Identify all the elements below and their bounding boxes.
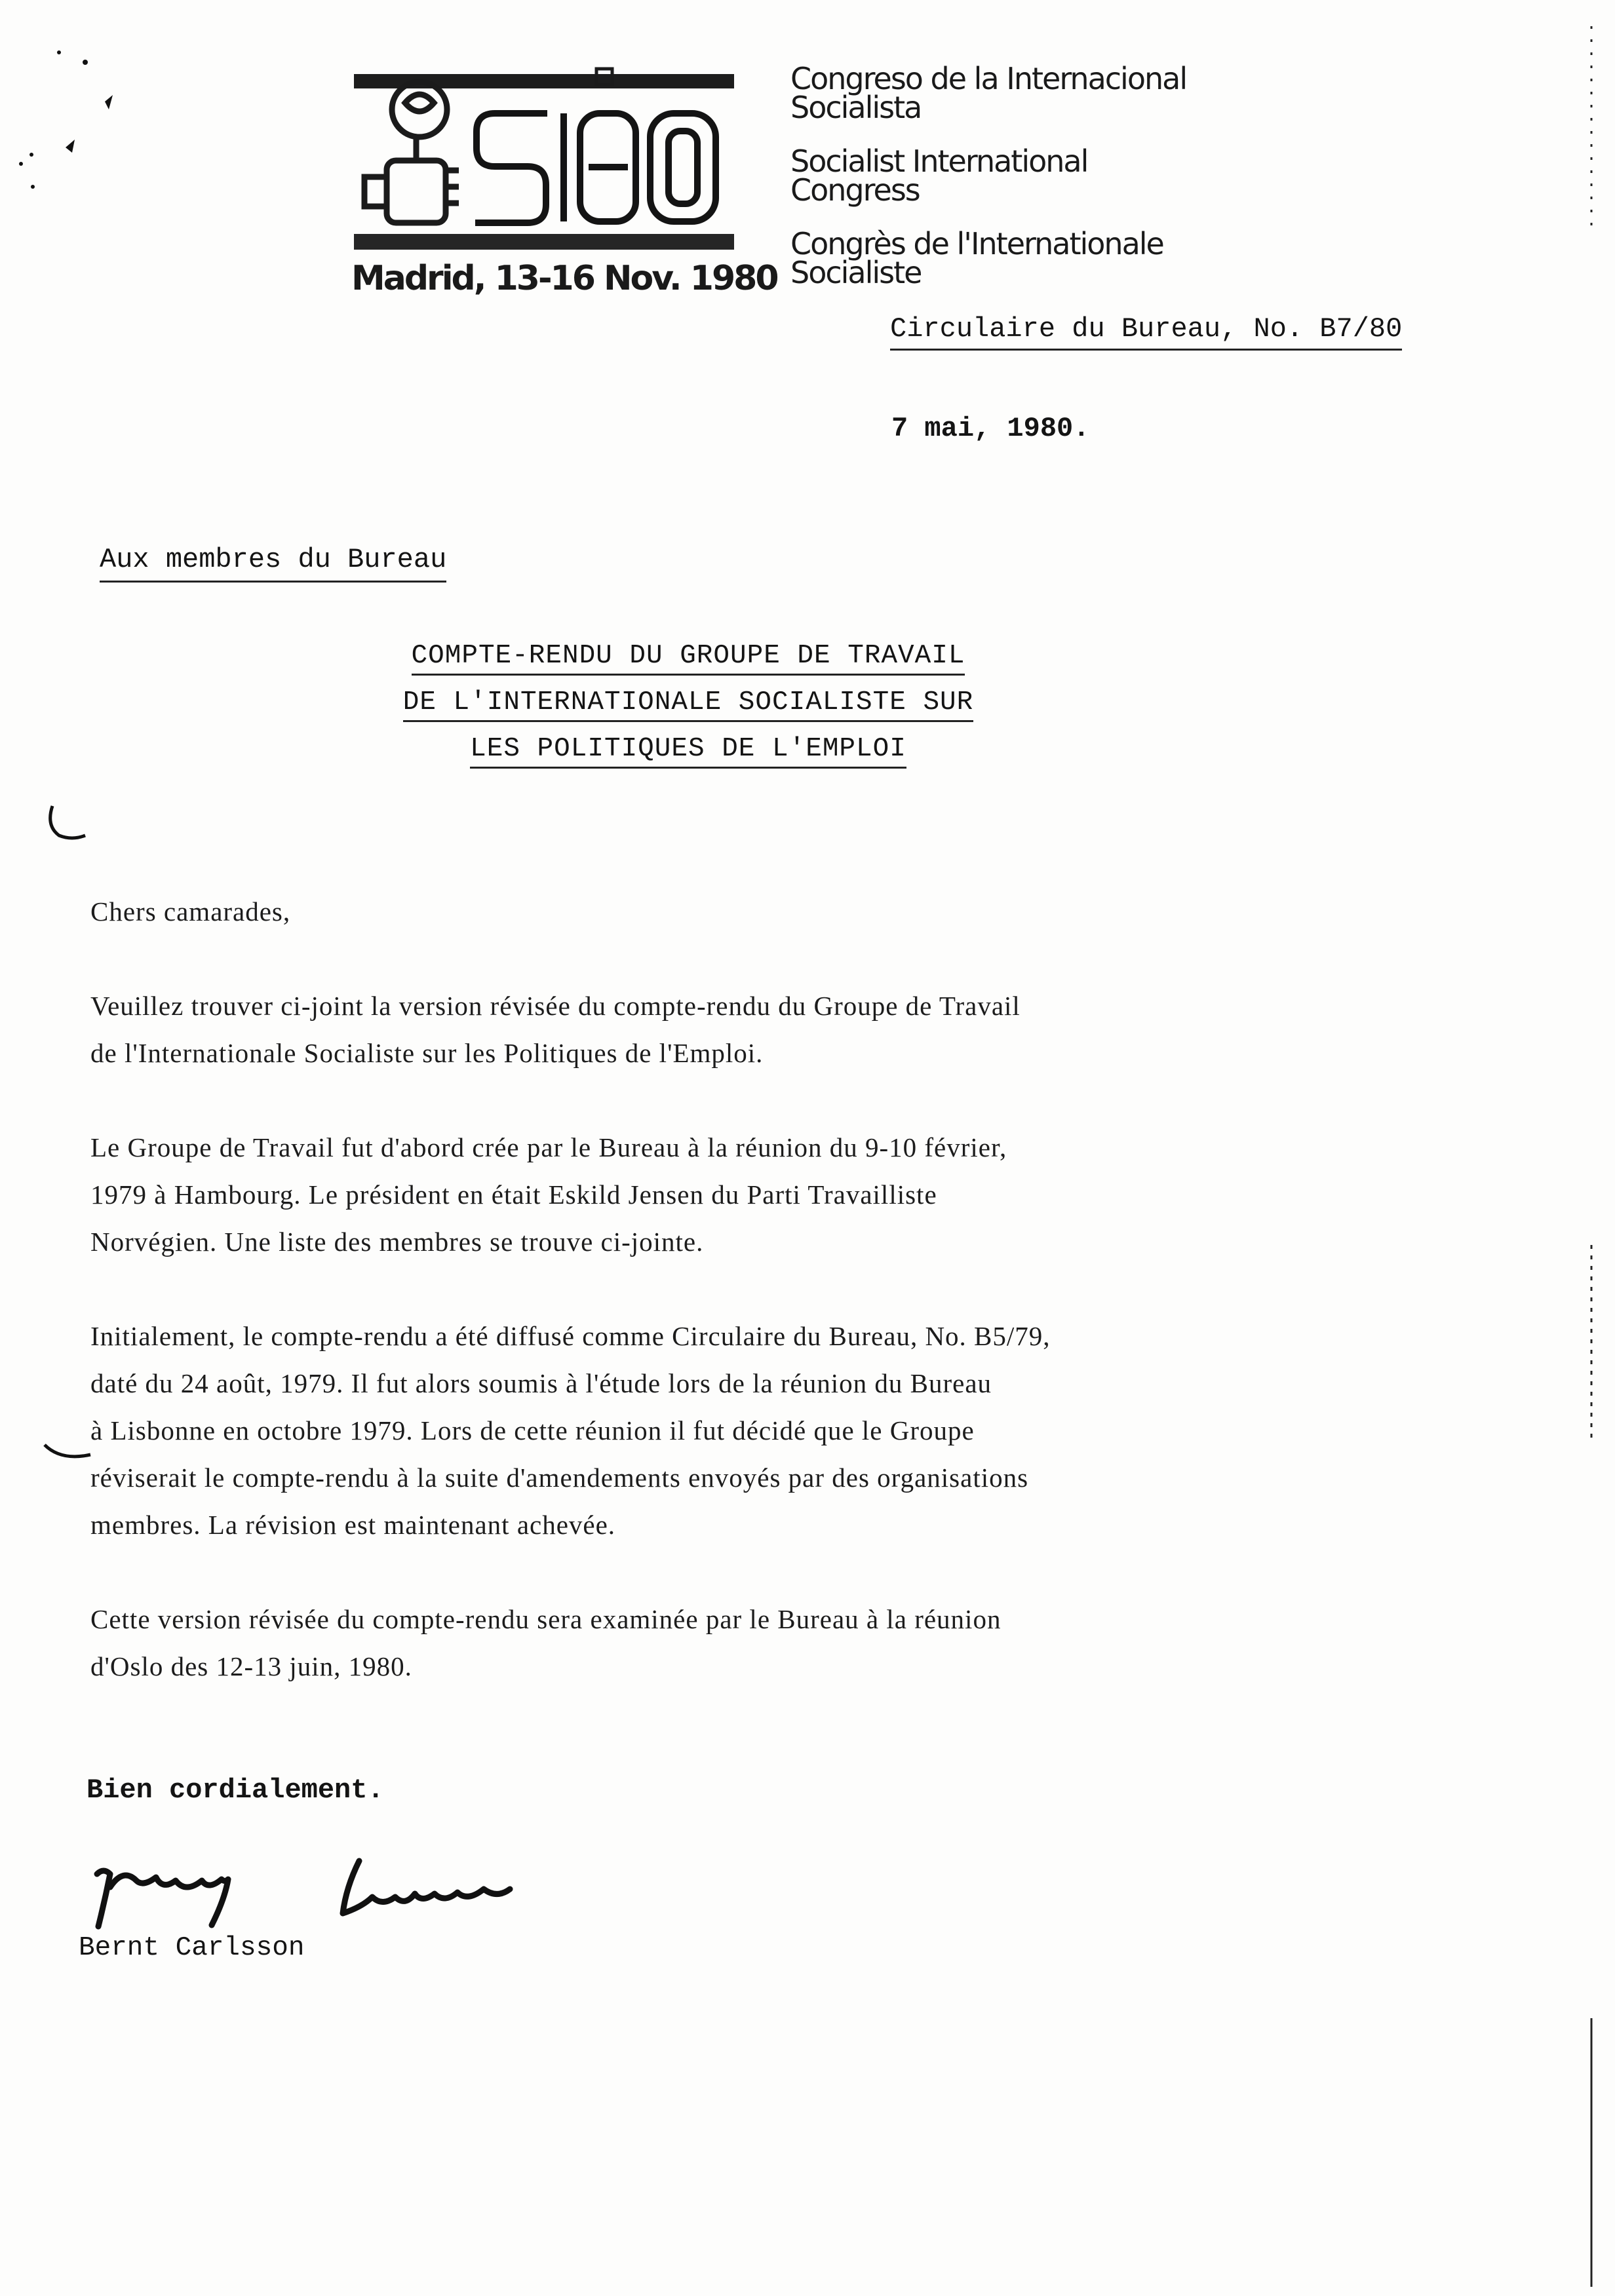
paragraph-3: Initialement, le compte-rendu a été diffusé comme Circulaire du Bureau, No. B5/79, daté du 24 août, 1979. Il fut alors soumis à l'étude lors de la réunion du Bureau à Lisbonne en octobre 1979. Lors de cette réunion il fut décidé que le Groupe réviserait le compte-rendu à la suite d'amendements envoyés par des organisations membres. La révision est maintenant achevée. (90, 1321, 1051, 1540)
congress-title-fr: Congrès de l'Internationale Socialiste (790, 226, 1163, 290)
subject-heading (341, 641, 1036, 780)
subject-line-1: COMPTE-RENDU DU GROUPE DE TRAVAIL (412, 641, 965, 676)
letter-date: 7 mai, 1980. (891, 413, 1090, 444)
salutation: Chers camarades, (90, 896, 291, 927)
closing: Bien cordialement. (87, 1774, 384, 1806)
scan-mark-bracket-2 (38, 1435, 97, 1468)
scan-marks-top-left (13, 26, 144, 197)
signer-name: Bernt Carlsson (79, 1933, 305, 1963)
circular-reference: Circulaire du Bureau, No. B7/80 (890, 313, 1402, 351)
paragraph-4: Cette version révisée du compte-rendu sera examinée par le Bureau à la réunion d'Oslo des 12-13 juin, 1980. (90, 1604, 1002, 1681)
subject-line-3: LES POLITIQUES DE L'EMPLOI (470, 734, 906, 769)
subject-line-2: DE L'INTERNATIONALE SOCIALISTE SUR (403, 687, 974, 722)
addressee: Aux membres du Bureau (100, 544, 446, 583)
congress-titles (790, 61, 1187, 312)
scan-edge-right (1577, 0, 1603, 2296)
paragraph-2: Le Groupe de Travail fut d'abord crée par le Bureau à la réunion du 9-10 février, 1979 à Hambourg. Le président en était Eskild Jensen du Parti Travailliste Norvégien. Une liste des membres se trouve ci-jointe. (90, 1132, 1007, 1257)
congress-title-en: Socialist International Congress (790, 144, 1088, 208)
paragraph-1: Veuillez trouver ci-joint la version révisée du compte-rendu du Groupe de Travail de l'Internationale Socialiste sur les Politiques de l'Emploi. (90, 991, 1021, 1068)
handwritten-signature (84, 1848, 569, 1940)
congress-title-es: Congreso de la Internacional Socialista (790, 61, 1187, 125)
letter-body (90, 888, 1414, 1737)
logo-caption: Madrid, 13-16 Nov. 1980 (351, 259, 777, 298)
scan-mark-bracket-1 (39, 799, 92, 845)
